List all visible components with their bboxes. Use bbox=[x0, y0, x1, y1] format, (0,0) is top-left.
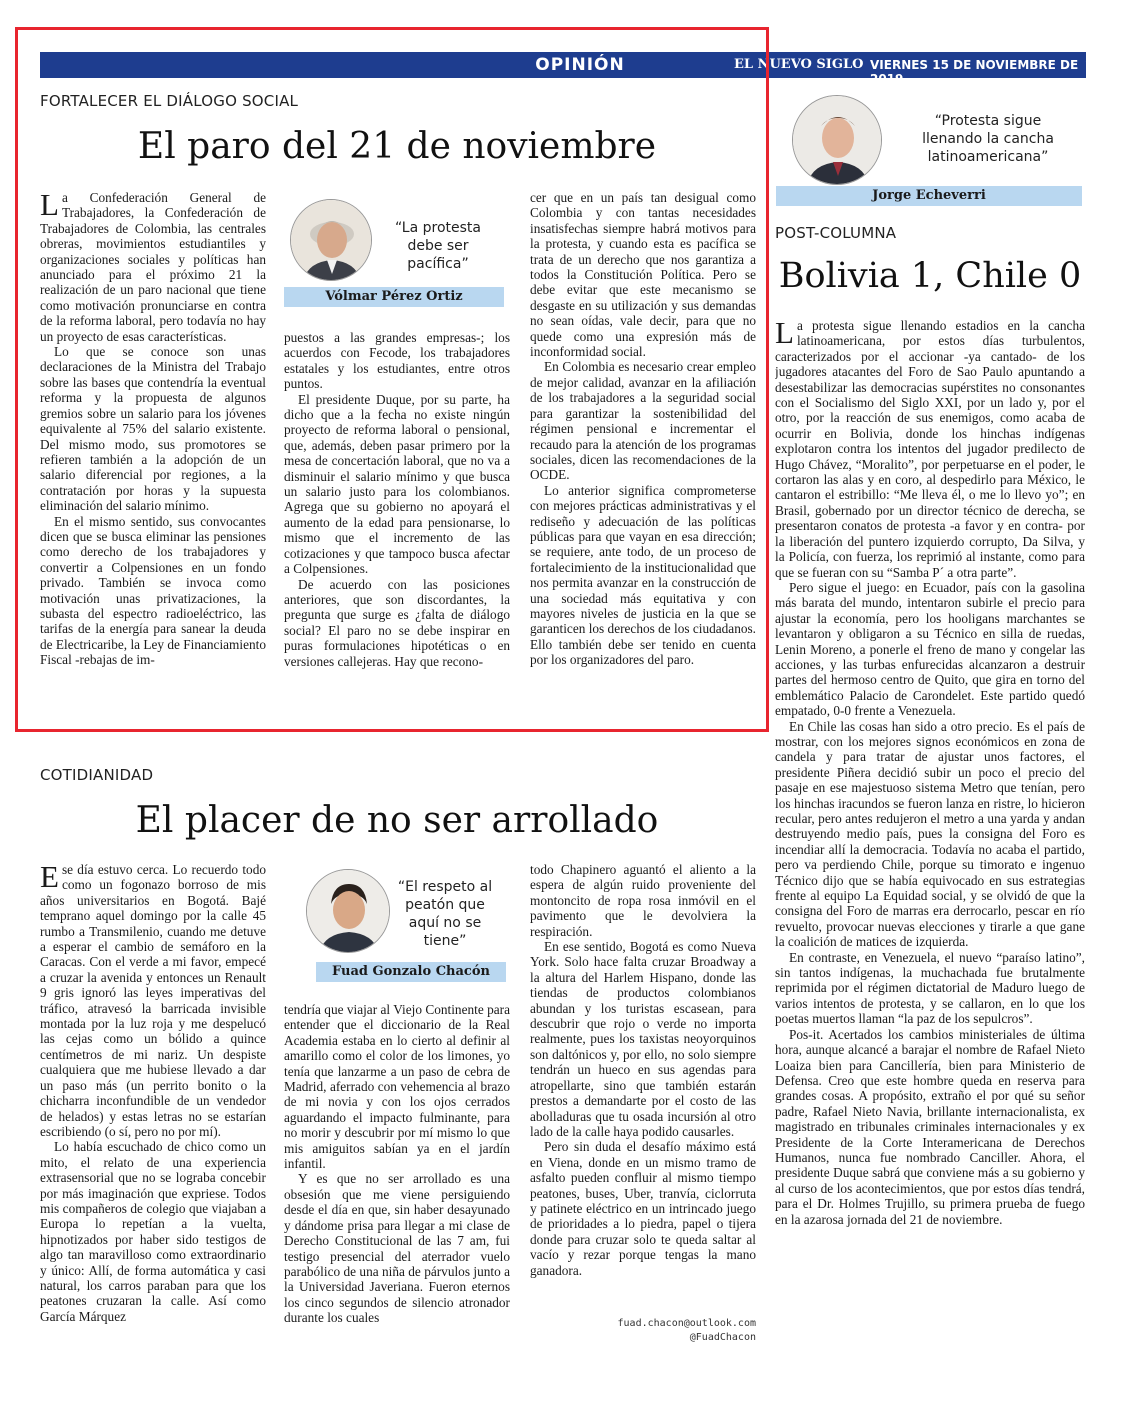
paragraph: El presidente Duque, por su parte, ha dicho que a la fecha no existe ningún proyecto de reforma laboral o pensional, que, además, deben pasar primero por la mesa de concertación laboral, que no va a disminuir el salario mínimo y que busca un salario justo para los colombianos. Agrega que su gobierno no apoyará el aumento de la edad para pensionarse, lo mismo que el incremento de las cotizaciones y que tampoco busca afectar a Colpensiones. bbox=[284, 391, 510, 577]
article-kicker-paro: FORTALECER EL DIÁLOGO SOCIAL bbox=[40, 92, 299, 110]
paragraph: En Chile las cosas han sido a otro precio. Es el país de mostrar, con los mejores signos económicos en zona de candela y para tratar de ajustar unos factores, el presidente Piñera decidió subir un poco el precio del pasaje en ese majestuoso sistema Metro que tenían, pero los hinchas iracundos se fueron lanza en ristre, lo hicieron recular, pero antes redujeron el metro a una yarda y andan destruyendo medio país, pues la consigna del Foro es incendiar allí la democracia. Todavía no acaba el partido, pero va perdiendo Chile, porque su timorato e ingenuo Técnico dijo que se había equivocado en sus estrategias frente al equipo La Equidad social, y se olvidó de que la consigna del Foro de marras era derrocarlo, pescar en río revuelto, provocar nuevas elecciones y tirarle a que gane la coalición de matices de izquierda. bbox=[775, 718, 1085, 950]
author-photo bbox=[290, 199, 372, 281]
paragraph: En el mismo sentido, sus convocantes dicen que se busca eliminar las pensiones como derecho de los trabajadores y convertir a Colpensiones en un fondo privado. También se invoca como motivación unas privatizaciones, la subasta del espectro radioeléctrico, las tarifas de la energía para sanear la deuda de Electricaribe, la Ley de Financiamiento Fiscal -rebajas de im- bbox=[40, 513, 266, 668]
issue-date: VIERNES 15 DE NOVIEMBRE DE 2019 bbox=[870, 58, 1079, 86]
paragraph: La protesta sigue llenando estadios en la cancha latinoamericana, por estos días turbulentos, caracterizados por el accionar -ya cantado- de los jugadores atacantes del Foro de Sao Paulo apuntando a desestabilizar las democracias supérstites no consonantes con el Socialismo del Siglo XXI, por un lado y, por el otro, por la reacción de sus enemigos, como acaba de ocurrir en Bolivia, donde los hinchas indígenas explotaron contra los intentos del jugador predilecto de Hugo Chávez, “Moralito”, por perpetuarse en el poder, le cortaron las alas y en coro, al despedirlo para México, le cantaron el estribillo: “Me lleva él, o me lo llevo yo”; en Brasil, gobernado por un director técnico de derecha, se presentaron conatos de protesta -a favor y en contra- por la liberación del puntero izquierdo corrupto, Da Silva, y la Policía, con fuerza, los reprimió al instante, como para que se fueran con su “Samba P´ a otra parte”. bbox=[775, 318, 1085, 580]
paragraph: tendría que viajar al Viejo Continente para entender que el diccionario de la Real Academia estaba en lo cierto al definir al amarillo como el color de los limones, yo tenía que lanzarme a un paso de cebra de Madrid, aferrado con vehemencia al brazo de mi novia y con los ojos cerrados aguardando el impacto fulminante, para no morir y descubrir por mí mismo lo que mis amiguitos sabían ya en el jardín infantil. bbox=[284, 1002, 510, 1172]
author-handle: @FuadChacon bbox=[689, 1332, 756, 1343]
author-name: Jorge Echeverri bbox=[776, 186, 1082, 206]
article-headline-paro: El paro del 21 de noviembre bbox=[137, 126, 657, 167]
article-column-placer-1 bbox=[40, 862, 266, 1348]
paragraph: En ese sentido, Bogotá es como Nueva York. Solo hace falta cruzar Broadway a la altura del Harlem Hispano, donde las tiendas de productos colombianos abundan y los turistas escasean, para descubrir que rojo o verde no importa realmente, pues los taxistas neoyorquinos son daltónicos y, por ello, no solo siempre tendrán un hueco en sus agendas para atropellarte, sino que también estarán prestos a demandarte por el costo de las abolladuras que tu osada incursión al otro lado de la calle haya podido causarles. bbox=[530, 939, 756, 1139]
paragraph: Y es que no ser arrollado es una obsesión que me viene persiguiendo desde el día en que, sin haber desayunado y dándome prisa para llegar a mi clase de Derecho Constitucional de las 7 am, fui testigo presencial del aterrador vuelo parabólico de una niña de párvulos junto a la Universidad Javeriana. Fueron eternos los cinco segundos de silencio atronador durante los cuales bbox=[284, 1171, 510, 1326]
author-pullquote-paro bbox=[284, 193, 504, 309]
article-column-placer-2 bbox=[284, 1002, 510, 1348]
article-column-paro-2 bbox=[284, 330, 510, 688]
paragraph: Pero sin duda el desafío máximo está en Viena, donde en un mismo tramo de asfalto pueden confluir al mismo tiempo peatones, buses, Uber, tranvía, ciclorruta y patinete eléctrico en un intrincado juego de prioridades a lo piedra, papel o tijera donde para cruzar solo te queda saltar al vacío y rezar porque tengas la mano ganadora. bbox=[530, 1139, 756, 1278]
article-kicker-bolivia: POST-COLUMNA bbox=[775, 224, 897, 242]
author-photo bbox=[792, 95, 882, 185]
article-column-bolivia bbox=[775, 318, 1085, 1358]
paragraph: Pero sigue el juego: en Ecuador, país con la gasolina más barata del mundo, intentaron subirle el precio para ajustar la economía, pero los hooligans marchantes se levantaron y obligaron a su Técnico en silla de ruedas, Lenin Moreno, a ponerle el freno de mano y congelar las acciones, y las turbas enfurecidas alcanzaron a destruir partes del hermoso centro de Quito, que gira en torno del emblemático Palacio de Carondelet. Este partido quedó empatado, 0-0 frente a Venezuela. bbox=[775, 579, 1085, 719]
portrait-icon bbox=[291, 200, 372, 281]
author-name: Fuad Gonzalo Chacón bbox=[316, 962, 506, 982]
paragraph: Pos-it. Acertados los cambios ministeriales de última hora, aunque alcancé a barajar el nombre de Rafael Nieto Loaiza bien para Cancillería, bien para Ministerio de Defensa. Creo que este hombre queda en reserva para grandes cosas. A propósito, extraño el por qué su señor padre, Rafael Nieto Navia, brillante internacionalista, ex magistrado en tribunales criminales internacionales y ex Presidente de la Corte Interamericana de Derechos Humanos, nunca fue nombrado Canciller. Ahora, el presidente Duque sabrá que conviene más a su gobierno y al curso de los acontecimientos, que por estos días tendrá, para el Dr. Holmes Trujillo, su primera prueba de fuego en la azarosa jornada del 21 de noviembre. bbox=[775, 1026, 1085, 1227]
paragraph: Lo que se conoce son unas declaraciones de la Ministra del Trabajo sobre las bases que contendría la eventual reforma y la propuesta de algunos gremios sobre un salario para los jóvenes equivalente al 75% del salario existente. Del mismo modo, sus promotores se refieren también a la adopción de un salario diferencial por regiones, a la contratación por horas y la supuesta eliminación del salario mínimo. bbox=[40, 344, 266, 514]
paragraph: todo Chapinero aguantó el aliento a la espera de algún ruido proveniente del montoncito de ropa rosa inmóvil en el pavimento que le devolviera la respiración. bbox=[530, 862, 756, 939]
pull-quote: “La protesta debe ser pacífica” bbox=[394, 220, 482, 272]
article-column-paro-3 bbox=[530, 190, 756, 688]
paragraph: En Colombia es necesario crear empleo de mejor calidad, avanzar en la afiliación de los trabajadores a la seguridad social para garantizar la sostenibilidad del régimen pensional e incrementar el recaudo para la atención de los programas sociales, dicen las recomendaciones de la OCDE. bbox=[530, 359, 756, 483]
paragraph: De acuerdo con las posiciones anteriores, que son discordantes, la pregunta que surge es ¿falta de diálogo social? El paro no se debe inspirar en puras formulaciones hipotéticas o en versiones callejeras. Hay que recono- bbox=[284, 576, 510, 669]
author-name: Vólmar Pérez Ortiz bbox=[284, 287, 504, 307]
author-email: fuad.chacon@outlook.com bbox=[617, 1318, 756, 1329]
page-number: 9A bbox=[1085, 54, 1112, 75]
article-headline-placer: El placer de no ser arrollado bbox=[135, 800, 659, 841]
newspaper-masthead: EL NUEVO SIGLO bbox=[734, 57, 864, 72]
author-photo bbox=[306, 869, 390, 953]
article-kicker-placer: COTIDIANIDAD bbox=[40, 766, 154, 784]
pull-quote: “El respeto al peatón que aquí no se tiene” bbox=[397, 879, 493, 949]
pull-quote: “Protesta sigue llenando la cancha latinoamericana” bbox=[922, 113, 1054, 165]
paragraph: cer que en un país tan desigual como Colombia y con tantas necesidades insatisfechas siempre habrá motivos para la protesta, y cuando esta es pacífica se trata de un derecho que nos garantiza a todos la Constitución Política. Pero se debe evitar que este mecanismo se desgaste en su utilización y sus demandas no sean oídas, vale decir, para que no quede como una expresión más de inconformidad social. bbox=[530, 190, 756, 360]
section-title: OPINIÓN bbox=[535, 55, 625, 75]
article-column-paro-1 bbox=[40, 190, 266, 688]
paragraph: Ese día estuvo cerca. Lo recuerdo todo como un fogonazo borroso de mis años universitarios en Bogotá. Bajé temprano aquel domingo por la calle 45 rumbo a Transmilenio, cuando me detuve a esperar el cambio de semáforo en la Caracas. Con el verde a mi favor, empecé a cruzar la avenida y entonces un Renault 9 gris ignoró las leyes imperativas del tráfico, atravesó la barricada invisible montada por la luz roja y me despelucó las cejas como un bólido a quince centímetros de mi nariz. Un despiste cualquiera que me hubiese llevado a dar un paso más (un perrito bonito o la chicharra inconfundible de un vendedor de helados) y estas letras no se estarían escribiendo (o sí, pero no por mí). bbox=[40, 862, 266, 1139]
portrait-icon bbox=[307, 870, 390, 953]
section-header-band bbox=[40, 52, 1112, 86]
author-pullquote-placer bbox=[290, 866, 508, 984]
paragraph: puestos a las grandes empresas-; los acuerdos con Fecode, los trabajadores estatales y los estudiantes, entre otros puntos. bbox=[284, 330, 510, 392]
author-pullquote-bolivia bbox=[776, 92, 1084, 208]
paragraph: La Confederación General de Trabajadores, la Confederación de Trabajadores de Colombia, las centrales obreras, movimientos estudiantiles y organizaciones sociales y políticas han anunciado para el próximo 21 la realización de un paro nacional que tiene como motivación pronunciarse en contra de la reforma laboral, pero todavía no hay un proyecto de esas características. bbox=[40, 190, 266, 344]
paragraph: Lo había escuchado de chico como un mito, el relato de una experiencia extrasensorial que no se lograba concebir por más imaginación que expriese. Todos mis compañeros de colegio que viajaban a Europa lo repetían a la vuelta, hipnotizados por haber sido testigos de algo tan maravilloso como extraordinario y único: Allí, de forma automática y casi natural, los carros paraban para que los peatones cruzaran la calle. Así como García Márquez bbox=[40, 1139, 266, 1324]
article-column-placer-3 bbox=[530, 862, 756, 1314]
article-headline-bolivia: Bolivia 1, Chile 0 bbox=[778, 256, 1082, 296]
portrait-icon bbox=[793, 96, 882, 185]
paragraph: En contraste, en Venezuela, el nuevo “paraíso latino”, sin tantos indígenas, la muchachada fue brutalmente reprimida por el régimen dictatorial de Maduro luego de varios intentos de protesta, y se callaron, en lo que los poetas muertos llaman “la paz de los sepulcros”. bbox=[775, 949, 1085, 1027]
paragraph: Lo anterior significa comprometerse con mejores prácticas administrativas y el rediseño y adecuación de las políticas públicas para que vayan en esa dirección; se requiere, ante todo, de un proceso de fortalecimiento de la institucionalidad que nos permita avanzar en la construcción de una sociedad más equitativa y con mayores niveles de justicia en la que se garanticen los derechos de los ciudadanos. Ello también debe ser tenido en cuenta por los organizadores del paro. bbox=[530, 482, 756, 668]
